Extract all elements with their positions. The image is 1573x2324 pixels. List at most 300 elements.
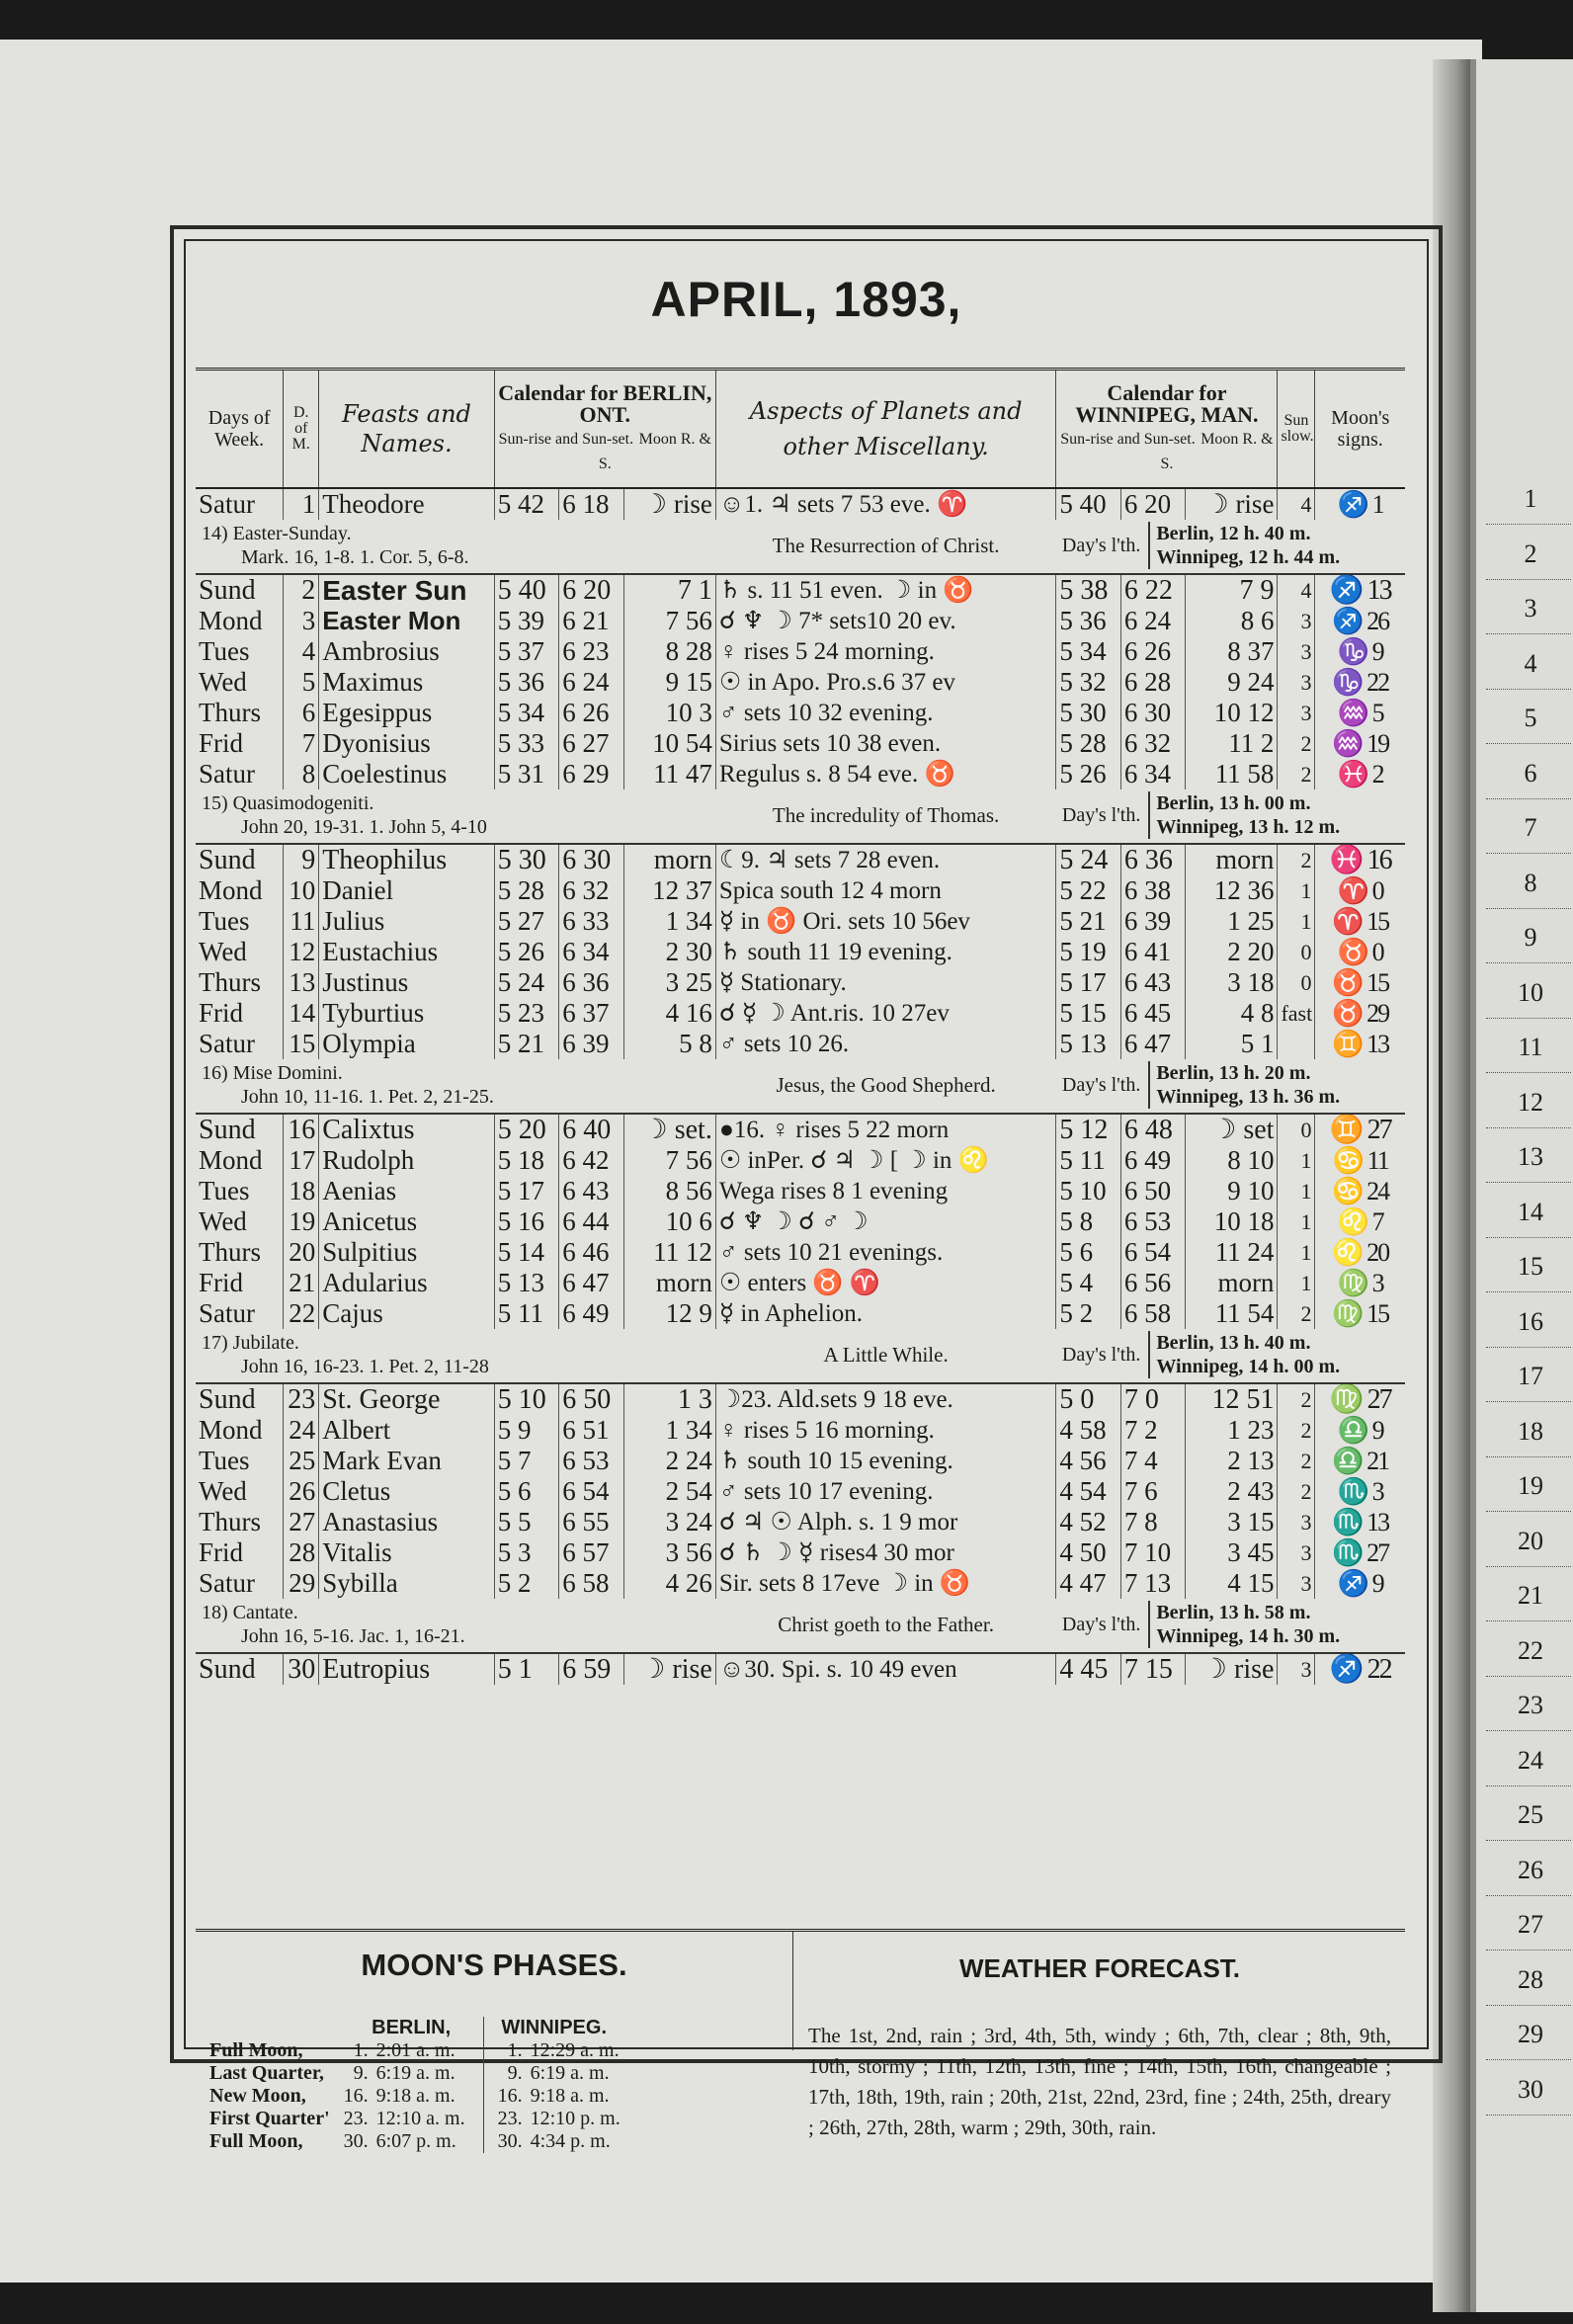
- feast-name: Aenias: [319, 1176, 495, 1206]
- weekday: Tues: [196, 1176, 284, 1206]
- aspects-text: ☽23. Ald.sets 9 18 eve.: [715, 1383, 1056, 1415]
- berlin-moon: morn: [623, 844, 715, 875]
- berlin-sunset: 6 57: [559, 1537, 624, 1568]
- day-of-month: 29: [284, 1568, 319, 1599]
- moon-phase-row: [206, 2085, 624, 2108]
- facing-page-day-number: 3: [1524, 594, 1537, 622]
- facing-page-rule: [1486, 2005, 1571, 2006]
- berlin-sunrise: 5 11: [494, 1298, 559, 1329]
- winnipeg-sunrise: 5 36: [1056, 606, 1121, 636]
- berlin-sunset: 6 24: [559, 667, 624, 698]
- day-row: [196, 1383, 1405, 1415]
- week-info: [196, 520, 715, 574]
- day-of-month: 7: [284, 728, 319, 759]
- facing-page-day-number: 8: [1524, 868, 1537, 897]
- moon-sign: ♊ 13: [1332, 1029, 1389, 1058]
- weekday: Satur: [196, 1568, 284, 1599]
- winnipeg-phase-time: 12:10 p. m.: [530, 2108, 621, 2129]
- moon-sign: ♓ 2: [1337, 759, 1383, 788]
- winnipeg-moon: 2 13: [1186, 1446, 1278, 1476]
- sun-slow: 1: [1278, 1206, 1315, 1237]
- winnipeg-moon: 8 6: [1186, 606, 1278, 636]
- week-theme: The Resurrection of Christ.: [715, 520, 1056, 574]
- berlin-phase-time: 12:10 a. m.: [375, 2108, 465, 2129]
- winnipeg-sunset: 7 15: [1120, 1653, 1186, 1685]
- winnipeg-moon: 11 58: [1186, 759, 1278, 789]
- facing-page-rule: [1486, 1072, 1571, 1073]
- day-of-month: 3: [284, 606, 319, 636]
- day-length-winnipeg: Winnipeg, 13 h. 12 m.: [1156, 815, 1341, 838]
- facing-page-rule: [1486, 1730, 1571, 1731]
- week-theme: A Little While.: [715, 1329, 1056, 1383]
- sun-slow: 1: [1278, 1237, 1315, 1268]
- facing-page-day-number: 14: [1518, 1197, 1543, 1226]
- aspects-text: ♀ rises 5 24 morning.: [715, 636, 1056, 667]
- sun-slow: 3: [1278, 1537, 1315, 1568]
- facing-page-day-number: 23: [1518, 1691, 1543, 1719]
- berlin-sunset: 6 43: [559, 1176, 624, 1206]
- facing-page-rule: [1486, 633, 1571, 634]
- winnipeg-moon: 3 15: [1186, 1507, 1278, 1537]
- day-row: [196, 998, 1405, 1029]
- aspects-text: ♄ south 11 19 evening.: [715, 937, 1056, 967]
- winnipeg-sunrise: 4 58: [1056, 1415, 1121, 1446]
- facing-page-day-number: 26: [1518, 1855, 1543, 1884]
- day-length-cell: [1056, 789, 1405, 844]
- berlin-sunset: 6 30: [559, 844, 624, 875]
- berlin-sunrise: 5 34: [494, 698, 559, 728]
- facing-page-day-number: 19: [1518, 1471, 1543, 1500]
- winnipeg-moon: 12 36: [1186, 875, 1278, 906]
- berlin-moon: 1 34: [623, 1415, 715, 1446]
- weekday: Tues: [196, 906, 284, 937]
- feast-name: Adularius: [319, 1268, 495, 1298]
- day-row: [196, 1145, 1405, 1176]
- berlin-moon: 10 6: [623, 1206, 715, 1237]
- moon-sign: ♉ 29: [1332, 998, 1389, 1028]
- facing-page-rule: [1486, 1785, 1571, 1786]
- phase-name: Full Moon,: [209, 2039, 303, 2061]
- aspects-text: Regulus s. 8 54 eve. ♉: [715, 759, 1056, 789]
- facing-page-day-number: 18: [1518, 1416, 1543, 1446]
- aspects-text: ♂ sets 10 17 evening.: [715, 1476, 1056, 1507]
- feast-name: Easter Sun: [319, 574, 495, 606]
- moon-phases-columns: [206, 2017, 783, 2153]
- day-of-month: 28: [284, 1537, 319, 1568]
- day-row: [196, 488, 1405, 520]
- day-row: [196, 937, 1405, 967]
- moon-sign: ♐ 1: [1315, 488, 1405, 520]
- berlin-moon: 3 56: [623, 1537, 715, 1568]
- winnipeg-sunrise: 5 12: [1056, 1114, 1121, 1145]
- berlin-sunset: 6 54: [559, 1476, 624, 1507]
- header-winnipeg-moon: Moon R. & S.: [1160, 430, 1274, 472]
- page-title: APRIL, 1893,: [650, 272, 962, 327]
- day-length-winnipeg: Winnipeg, 14 h. 00 m.: [1156, 1355, 1341, 1377]
- winnipeg-moon: 7 9: [1186, 574, 1278, 606]
- facing-page-rule: [1486, 1511, 1571, 1512]
- winnipeg-sunset: 6 56: [1120, 1268, 1186, 1298]
- weekday: Mond: [196, 875, 284, 906]
- sun-slow: 2: [1278, 1415, 1315, 1446]
- winnipeg-phase-day: 30.: [483, 2130, 527, 2153]
- moon-sign: ♍ 27: [1315, 1383, 1405, 1415]
- winnipeg-moon: 3 18: [1186, 967, 1278, 998]
- calendar-table: [196, 368, 1405, 1685]
- sun-slow: 2: [1278, 1476, 1315, 1507]
- weekday: Wed: [196, 1476, 284, 1507]
- winnipeg-sunset: 7 6: [1120, 1476, 1186, 1507]
- facing-page-rule: [1486, 1127, 1571, 1128]
- moon-sign: ♐ 22: [1315, 1653, 1405, 1685]
- facing-page-day-number: 30: [1518, 2074, 1543, 2104]
- winnipeg-sunrise: 5 13: [1056, 1029, 1121, 1059]
- feast-name: Rudolph: [319, 1145, 495, 1176]
- feast-name: Eustachius: [319, 937, 495, 967]
- feast-name: Anicetus: [319, 1206, 495, 1237]
- winnipeg-sunrise: 5 6: [1056, 1237, 1121, 1268]
- facing-page-rule: [1486, 524, 1571, 525]
- facing-page-rule: [1486, 962, 1571, 963]
- day-length-cell: [1056, 520, 1405, 574]
- day-length-winnipeg: Winnipeg, 13 h. 36 m.: [1156, 1085, 1341, 1108]
- moon-sign: ♏ 27: [1332, 1537, 1389, 1567]
- winnipeg-moon: 2 20: [1186, 937, 1278, 967]
- weather-forecast-panel: [794, 1932, 1405, 2139]
- day-row: [196, 906, 1405, 937]
- moon-phases-rows: [206, 2039, 624, 2153]
- winnipeg-sunrise: 5 38: [1056, 574, 1121, 606]
- feast-name: Sybilla: [319, 1568, 495, 1599]
- week-info: [196, 1329, 715, 1383]
- feast-name: Theophilus: [319, 844, 495, 875]
- feast-name: Sulpitius: [319, 1237, 495, 1268]
- day-length-winnipeg: Winnipeg, 12 h. 44 m.: [1156, 545, 1341, 568]
- sun-slow: 3: [1278, 1507, 1315, 1537]
- winnipeg-moon: 8 37: [1186, 636, 1278, 667]
- feast-name: Maximus: [319, 667, 495, 698]
- day-length-wrap: [1062, 1331, 1399, 1378]
- day-of-month: 4: [284, 636, 319, 667]
- winnipeg-sunrise: 4 52: [1056, 1507, 1121, 1537]
- aspects-text: ♂ sets 10 32 evening.: [715, 698, 1056, 728]
- day-length-berlin: Berlin, 13 h. 20 m.: [1156, 1061, 1311, 1084]
- day-length-label: Day's l'th.: [1061, 1073, 1141, 1096]
- moon-sign: ♐ 13: [1315, 574, 1405, 606]
- sun-slow: 0: [1278, 967, 1315, 998]
- week-info: [196, 1599, 715, 1653]
- moon-sign: ♌ 7: [1337, 1206, 1383, 1236]
- week-reference: John 16, 16-23. 1. Pet. 2, 11-28: [241, 1355, 489, 1377]
- winnipeg-sunrise: 5 10: [1056, 1176, 1121, 1206]
- winnipeg-phase-day: 1.: [483, 2039, 527, 2062]
- winnipeg-sunset: 7 4: [1120, 1446, 1186, 1476]
- sun-slow: 1: [1278, 1145, 1315, 1176]
- day-of-month: 11: [284, 906, 319, 937]
- winnipeg-sunrise: 5 11: [1056, 1145, 1121, 1176]
- berlin-sunset: 6 39: [559, 1029, 624, 1059]
- sun-slow: 0: [1278, 937, 1315, 967]
- day-row: [196, 1176, 1405, 1206]
- winnipeg-sunset: 6 48: [1120, 1114, 1186, 1145]
- berlin-sunrise: 5 13: [494, 1268, 559, 1298]
- day-row: [196, 636, 1405, 667]
- week-label: 18) Cantate.: [202, 1601, 298, 1623]
- winnipeg-sunset: 7 10: [1120, 1537, 1186, 1568]
- winnipeg-sunrise: 5 30: [1056, 698, 1121, 728]
- berlin-phase-time: 9:18 a. m.: [375, 2085, 455, 2107]
- aspects-text: ♂ sets 10 26.: [715, 1029, 1056, 1059]
- berlin-sunrise: 5 30: [494, 844, 559, 875]
- berlin-sunrise: 5 17: [494, 1176, 559, 1206]
- winnipeg-moon: 11 54: [1186, 1298, 1278, 1329]
- berlin-sunrise: 5 7: [494, 1446, 559, 1476]
- feast-name: Tyburtius: [319, 998, 495, 1029]
- facing-page-day-number: 22: [1518, 1635, 1543, 1665]
- day-of-month: 5: [284, 667, 319, 698]
- facing-page-rule: [1486, 579, 1571, 580]
- day-row: [196, 1268, 1405, 1298]
- day-length-wrap: [1062, 522, 1399, 569]
- facing-page-rule: [1486, 1566, 1571, 1567]
- berlin-moon: ☽ rise: [623, 1653, 715, 1685]
- facing-page-day-number: 5: [1524, 704, 1537, 732]
- day-row: [196, 574, 1405, 606]
- moon-sign: ♒ 19: [1332, 728, 1389, 758]
- aspects-text: ●16. ♀ rises 5 22 morn: [715, 1114, 1056, 1145]
- aspects-text: ☌ ♆ ☽ 7* sets10 20 ev.: [715, 606, 1056, 636]
- aspects-text: ☿ in ♉ Ori. sets 10 56ev: [715, 906, 1056, 937]
- sun-slow: 3: [1278, 1653, 1315, 1685]
- header-moons-signs: Moon's signs.: [1315, 370, 1405, 488]
- facing-page-rule: [1486, 908, 1571, 909]
- berlin-sunrise: 5 33: [494, 728, 559, 759]
- berlin-moon: 7 1: [623, 574, 715, 606]
- weekday: Mond: [196, 606, 284, 636]
- aspects-text: ☉ in Apo. Pro.s.6 37 ev: [715, 667, 1056, 698]
- berlin-moon: 2 54: [623, 1476, 715, 1507]
- winnipeg-sunrise: 5 4: [1056, 1268, 1121, 1298]
- day-length-berlin: Berlin, 13 h. 40 m.: [1156, 1331, 1311, 1354]
- berlin-sunrise: 5 9: [494, 1415, 559, 1446]
- weekday: Wed: [196, 667, 284, 698]
- sun-slow: 3: [1278, 606, 1315, 636]
- week-label: 14) Easter-Sunday.: [202, 522, 352, 544]
- winnipeg-sunset: 6 38: [1120, 875, 1186, 906]
- weekday: Tues: [196, 1446, 284, 1476]
- aspects-text: ☺1. ♃ sets 7 53 eve. ♈: [715, 488, 1056, 520]
- calendar-body: [196, 488, 1405, 1685]
- berlin-moon: 1 34: [623, 906, 715, 937]
- day-length-berlin: Berlin, 13 h. 58 m.: [1156, 1601, 1311, 1623]
- winnipeg-sunset: 7 2: [1120, 1415, 1186, 1446]
- facing-page-day-number: 28: [1518, 1964, 1543, 1994]
- berlin-moon: 11 12: [623, 1237, 715, 1268]
- winnipeg-phase-time: 6:19 a. m.: [530, 2062, 610, 2084]
- winnipeg-sunrise: 5 21: [1056, 906, 1121, 937]
- facing-page-day-number: 7: [1524, 813, 1537, 842]
- winnipeg-sunset: 6 36: [1120, 844, 1186, 875]
- winnipeg-sunset: 6 22: [1120, 574, 1186, 606]
- moon-phase-row: [206, 2039, 624, 2062]
- facing-page-day-number: 2: [1524, 539, 1537, 568]
- facing-page-day-number: 16: [1518, 1306, 1543, 1336]
- day-of-month: 16: [284, 1114, 319, 1145]
- berlin-phase-day: 16.: [343, 2085, 369, 2107]
- berlin-phase-time: 2:01 a. m.: [375, 2039, 455, 2061]
- winnipeg-sunrise: 5 0: [1056, 1383, 1121, 1415]
- berlin-moon: 3 24: [623, 1507, 715, 1537]
- header-berlin-title: Calendar for BERLIN, ONT.: [498, 379, 712, 427]
- day-length-values: [1148, 1331, 1340, 1378]
- berlin-sunset: 6 33: [559, 906, 624, 937]
- moon-phases-winnipeg-label: WINNIPEG.: [483, 2017, 624, 2039]
- facing-page-day-number: 1: [1524, 484, 1537, 513]
- moon-sign: ♎ 9: [1337, 1415, 1383, 1445]
- day-row: [196, 1507, 1405, 1537]
- bottom-section: [196, 1929, 1405, 2152]
- moon-sign: ♑ 9: [1337, 636, 1383, 666]
- berlin-phase-day: 23.: [343, 2108, 369, 2129]
- aspects-text: ♄ south 10 15 evening.: [715, 1446, 1056, 1476]
- facing-page-rule: [1486, 1018, 1571, 1019]
- day-of-month: 9: [284, 844, 319, 875]
- berlin-sunrise: 5 28: [494, 875, 559, 906]
- feast-name: Ambrosius: [319, 636, 495, 667]
- winnipeg-sunset: 6 34: [1120, 759, 1186, 789]
- facing-page-rule: [1486, 1895, 1571, 1896]
- winnipeg-moon: 1 23: [1186, 1415, 1278, 1446]
- aspects-text: Sir. sets 8 17eve ☽ in ♉: [715, 1568, 1056, 1599]
- weekday: Sund: [196, 1383, 284, 1415]
- weather-forecast-title: WEATHER FORECAST.: [958, 1953, 1241, 1983]
- weekday: Thurs: [196, 1237, 284, 1268]
- weekday: Mond: [196, 1145, 284, 1176]
- winnipeg-moon: 10 18: [1186, 1206, 1278, 1237]
- weekday: Frid: [196, 728, 284, 759]
- facing-page-rule: [1486, 1676, 1571, 1677]
- moon-sign: ♋ 24: [1332, 1176, 1389, 1205]
- feast-name: Eutropius: [319, 1653, 495, 1685]
- winnipeg-phase-time: 9:18 a. m.: [530, 2085, 610, 2107]
- facing-page-rule: [1486, 1620, 1571, 1621]
- winnipeg-sunrise: 5 40: [1056, 488, 1121, 520]
- moon-sign: ♈ 15: [1332, 906, 1389, 936]
- aspects-text: ☌ ♆ ☽ ☌ ♂ ☽: [715, 1206, 1056, 1237]
- berlin-moon: 4 16: [623, 998, 715, 1029]
- aspects-text: Sirius sets 10 38 even.: [715, 728, 1056, 759]
- facing-page-day-number: 12: [1518, 1087, 1543, 1117]
- moon-sign: ♍ 15: [1332, 1298, 1389, 1328]
- week-info: [196, 789, 715, 844]
- phase-name: Last Quarter,: [209, 2062, 324, 2084]
- aspects-text: Spica south 12 4 morn: [715, 875, 1056, 906]
- sun-slow: 2: [1278, 1298, 1315, 1329]
- facing-page-rule: [1486, 1456, 1571, 1457]
- day-of-month: 30: [284, 1653, 319, 1685]
- berlin-moon: 3 25: [623, 967, 715, 998]
- berlin-sunrise: 5 1: [494, 1653, 559, 1685]
- winnipeg-phase-day: 9.: [483, 2062, 527, 2085]
- aspects-text: ☾9. ♃ sets 7 28 even.: [715, 844, 1056, 875]
- facing-page-rule: [1486, 1291, 1571, 1292]
- berlin-moon: 10 3: [623, 698, 715, 728]
- winnipeg-sunrise: 5 8: [1056, 1206, 1121, 1237]
- day-length-values: [1148, 522, 1340, 569]
- day-row: [196, 606, 1405, 636]
- feast-name: Daniel: [319, 875, 495, 906]
- weekday: Thurs: [196, 698, 284, 728]
- aspects-text: ☌ ♃ ☉ Alph. s. 1 9 mor: [715, 1507, 1056, 1537]
- feast-name: St. George: [319, 1383, 495, 1415]
- sun-slow: 1: [1278, 1176, 1315, 1206]
- feast-name: Easter Mon: [319, 606, 495, 636]
- berlin-sunset: 6 27: [559, 728, 624, 759]
- phase-name: First Quarter': [209, 2108, 330, 2129]
- weather-forecast-text: The 1st, 2nd, rain ; 3rd, 4th, 5th, windy ; 6th, 7th, clear ; 8th, 9th, 10th, stormy ; 11th, 12th, 13th, fine ; 14th, 15th, 16th, changeable ; 17th, 18th, 19th, rain ; 20th, 21st, 22nd, 23rd, fine ; 24th, 25th, dreary ; 26th, 27th, 28th, warm ; 29th, 30th, rain.: [808, 2024, 1391, 2139]
- winnipeg-moon: 3 45: [1186, 1537, 1278, 1568]
- header-berlin-sun: Sun-rise and Sun-set.: [498, 430, 634, 448]
- weekday: Sund: [196, 574, 284, 606]
- week-label: 16) Mise Domini.: [202, 1061, 343, 1084]
- berlin-sunset: 6 53: [559, 1446, 624, 1476]
- week-row: [196, 1329, 1405, 1383]
- berlin-sunset: 6 49: [559, 1298, 624, 1329]
- winnipeg-sunrise: 5 26: [1056, 759, 1121, 789]
- weekday: Sund: [196, 1653, 284, 1685]
- facing-page-rule: [1486, 2059, 1571, 2060]
- week-reference: Mark. 16, 1-8. 1. Cor. 5, 6-8.: [241, 545, 469, 568]
- berlin-moon: 9 15: [623, 667, 715, 698]
- facing-page-rule: [1486, 2115, 1571, 2116]
- sun-slow: 4: [1278, 574, 1315, 606]
- weekday: Frid: [196, 1537, 284, 1568]
- sun-slow: 1: [1278, 875, 1315, 906]
- day-row: [196, 1476, 1405, 1507]
- day-length-wrap: [1062, 1601, 1399, 1648]
- winnipeg-sunrise: 4 54: [1056, 1476, 1121, 1507]
- berlin-sunset: 6 40: [559, 1114, 624, 1145]
- berlin-moon: ☽ set.: [623, 1114, 715, 1145]
- aspects-text: ☌ ☿ ☽ Ant.ris. 10 27ev: [715, 998, 1056, 1029]
- weekday: Satur: [196, 1029, 284, 1059]
- header-day-of-month: D. of M.: [284, 370, 319, 488]
- header-days-of-week: Days of Week.: [196, 370, 284, 488]
- day-row: [196, 844, 1405, 875]
- feast-name: Olympia: [319, 1029, 495, 1059]
- facing-page-day-number: 29: [1518, 2020, 1543, 2048]
- berlin-sunset: 6 46: [559, 1237, 624, 1268]
- berlin-moon: 11 47: [623, 759, 715, 789]
- facing-page-rule: [1486, 689, 1571, 690]
- winnipeg-sunrise: 4 47: [1056, 1568, 1121, 1599]
- berlin-phase-time: 6:19 a. m.: [375, 2062, 455, 2084]
- moon-sign: ♉ 15: [1332, 967, 1389, 997]
- winnipeg-sunset: 6 47: [1120, 1029, 1186, 1059]
- week-row: [196, 1599, 1405, 1653]
- day-row: [196, 1237, 1405, 1268]
- winnipeg-moon: morn: [1186, 844, 1278, 875]
- facing-page-day-number: 24: [1518, 1745, 1543, 1775]
- phase-name: New Moon,: [209, 2085, 306, 2107]
- week-row: [196, 520, 1405, 574]
- winnipeg-moon: 1 25: [1186, 906, 1278, 937]
- berlin-sunset: 6 50: [559, 1383, 624, 1415]
- berlin-sunset: 6 37: [559, 998, 624, 1029]
- winnipeg-sunrise: 4 45: [1056, 1653, 1121, 1685]
- aspects-text: ☌ ♄ ☽ ☿ rises4 30 mor: [715, 1537, 1056, 1568]
- facing-page-rule: [1486, 1182, 1571, 1183]
